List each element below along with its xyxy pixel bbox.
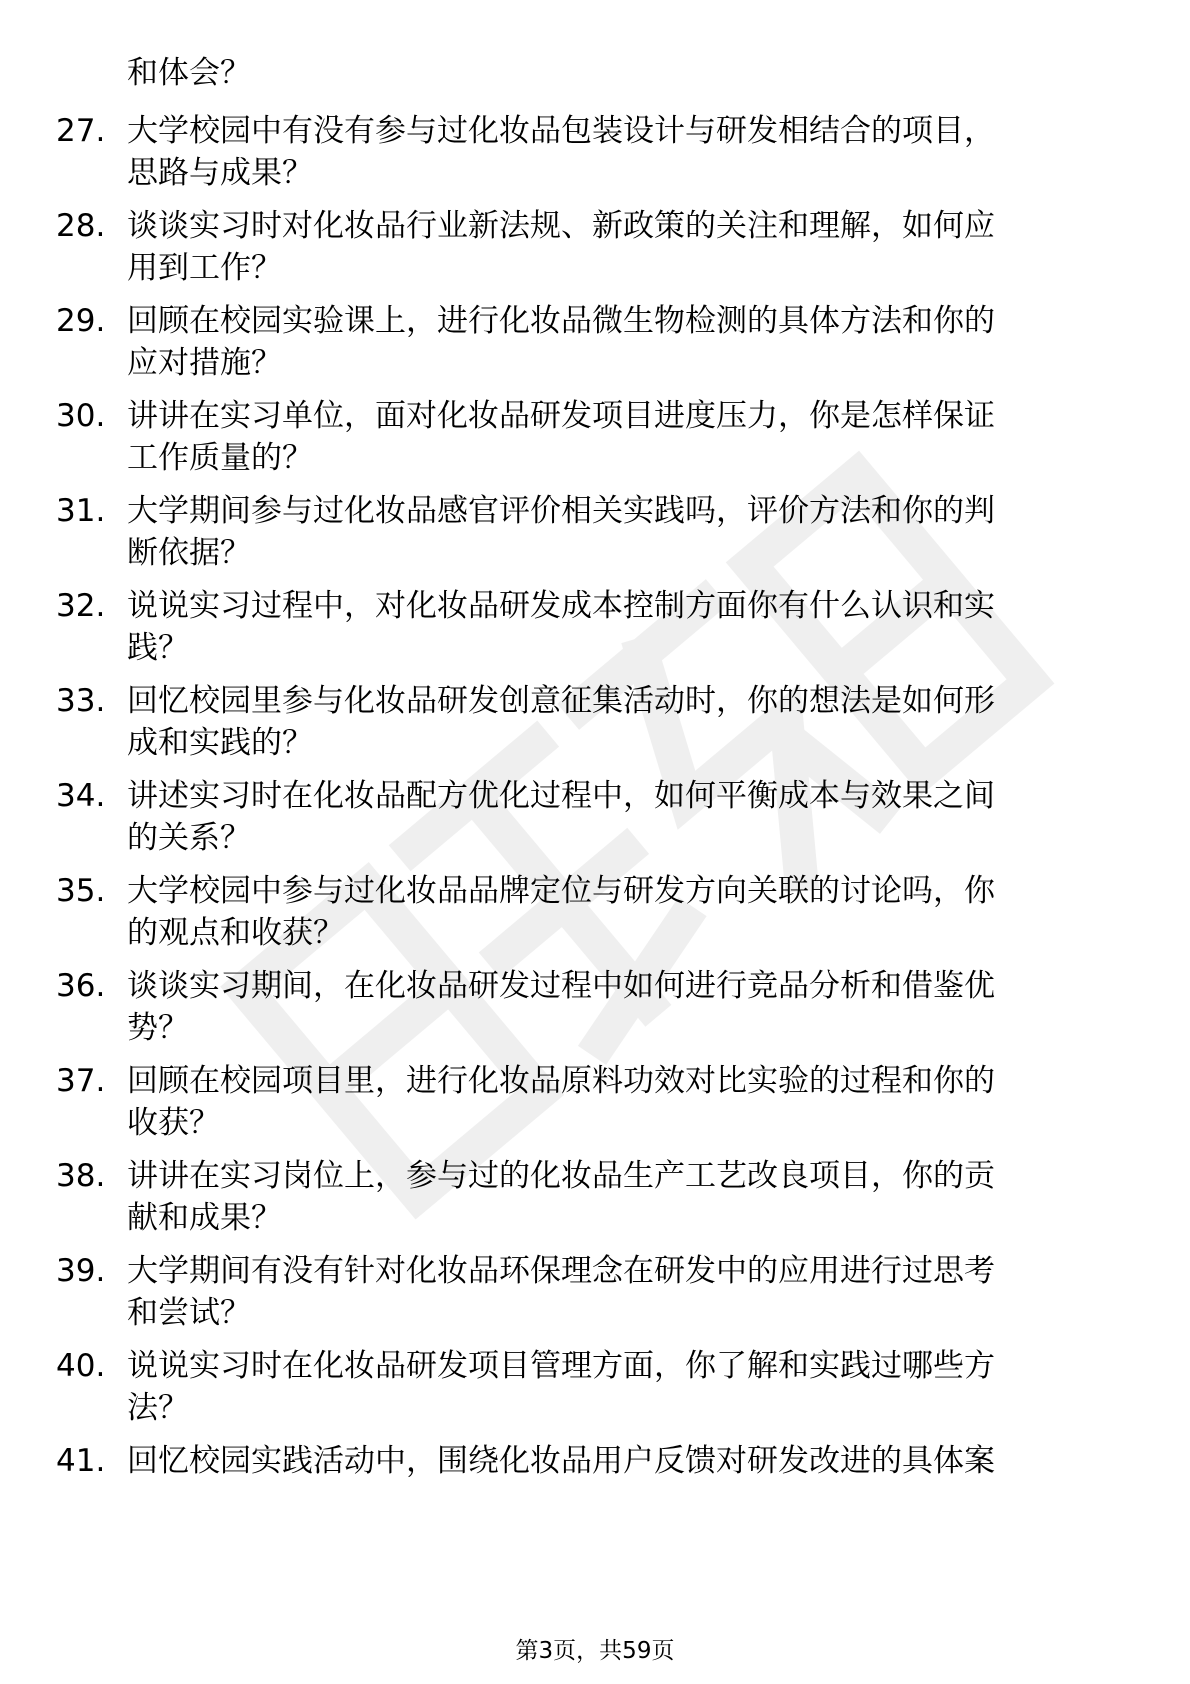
question-item (0, 775, 1190, 865)
question-line: 工作质量的？ (127, 440, 313, 476)
question-line: 大学期间有没有针对化妆品环保理念在研发中的应用进行过思考 (127, 1253, 995, 1289)
question-line: 献和成果？ (127, 1200, 282, 1236)
question-item (0, 1060, 1190, 1150)
question-text (127, 680, 1127, 764)
question-number: 35. (56, 873, 106, 909)
question-line: 断依据？ (127, 535, 251, 571)
question-line: 回顾在校园实验课上，进行化妆品微生物检测的具体方法和你的 (127, 303, 995, 339)
question-item (0, 110, 1190, 200)
question-item (0, 965, 1190, 1055)
question-line: 说说实习过程中，对化妆品研发成本控制方面你有什么认识和实 (127, 588, 995, 624)
question-number: 28. (56, 208, 106, 244)
question-line: 讲讲在实习岗位上，参与过的化妆品生产工艺改良项目，你的贡 (127, 1158, 995, 1194)
question-item (0, 300, 1190, 390)
question-item (0, 1250, 1190, 1340)
page-footer: 第3页，共59页 (515, 1638, 675, 1664)
question-text (127, 775, 1127, 859)
question-item (0, 1155, 1190, 1245)
question-number: 38. (56, 1158, 106, 1194)
question-text (127, 965, 1127, 1049)
question-text (127, 300, 1127, 384)
question-line: 谈谈实习时对化妆品行业新法规、新政策的关注和理解，如何应 (127, 208, 995, 244)
question-line: 谈谈实习期间，在化妆品研发过程中如何进行竞品分析和借鉴优 (127, 968, 995, 1004)
question-number: 32. (56, 588, 106, 624)
question-line: 成和实践的？ (127, 725, 313, 761)
question-number: 39. (56, 1253, 106, 1289)
question-item (0, 870, 1190, 960)
question-item (0, 1440, 1190, 1530)
question-line: 回忆校园实践活动中，围绕化妆品用户反馈对研发改进的具体案 (127, 1443, 995, 1479)
question-line: 讲述实习时在化妆品配方优化过程中，如何平衡成本与效果之间 (127, 778, 995, 814)
question-text (127, 205, 1127, 289)
question-number: 27. (56, 113, 106, 149)
question-line: 法？ (127, 1390, 189, 1426)
question-number: 36. (56, 968, 106, 1004)
question-line: 大学校园中参与过化妆品品牌定位与研发方向关联的讨论吗，你 (127, 873, 995, 909)
question-line: 收获？ (127, 1105, 220, 1141)
question-text (127, 585, 1127, 669)
question-number: 34. (56, 778, 106, 814)
question-line: 回顾在校园项目里，进行化妆品原料功效对比实验的过程和你的 (127, 1063, 995, 1099)
question-number: 41. (56, 1443, 106, 1479)
question-text (127, 870, 1127, 954)
question-line: 用到工作？ (127, 250, 282, 286)
question-text (127, 490, 1127, 574)
question-text (127, 1060, 1127, 1144)
question-text (127, 1440, 1127, 1482)
question-line: 大学校园中有没有参与过化妆品包装设计与研发相结合的项目， (127, 113, 995, 149)
question-item (0, 205, 1190, 295)
question-text (127, 1155, 1127, 1239)
question-line: 势？ (127, 1010, 189, 1046)
question-number: 33. (56, 683, 106, 719)
question-line: 说说实习时在化妆品研发项目管理方面，你了解和实践过哪些方 (127, 1348, 995, 1384)
question-line: 和尝试？ (127, 1295, 251, 1331)
continuation-text: 和体会？ (127, 55, 251, 91)
question-number: 37. (56, 1063, 106, 1099)
question-item (0, 395, 1190, 485)
question-line: 讲讲在实习单位，面对化妆品研发项目进度压力，你是怎样保证 (127, 398, 995, 434)
question-number: 40. (56, 1348, 106, 1384)
question-line: 应对措施？ (127, 345, 282, 381)
question-line: 大学期间参与过化妆品感官评价相关实践吗，评价方法和你的判 (127, 493, 995, 529)
question-text (127, 1345, 1127, 1429)
question-line: 的关系？ (127, 820, 251, 856)
question-number: 31. (56, 493, 106, 529)
question-item (0, 1345, 1190, 1435)
question-item (0, 490, 1190, 580)
question-line: 践？ (127, 630, 189, 666)
question-text (127, 395, 1127, 479)
question-line: 的观点和收获？ (127, 915, 344, 951)
question-line: 思路与成果？ (127, 155, 313, 191)
question-item (0, 680, 1190, 770)
question-text (127, 110, 1127, 194)
question-item (0, 585, 1190, 675)
question-number: 30. (56, 398, 106, 434)
question-text (127, 1250, 1127, 1334)
question-line: 回忆校园里参与化妆品研发创意征集活动时，你的想法是如何形 (127, 683, 995, 719)
question-number: 29. (56, 303, 106, 339)
